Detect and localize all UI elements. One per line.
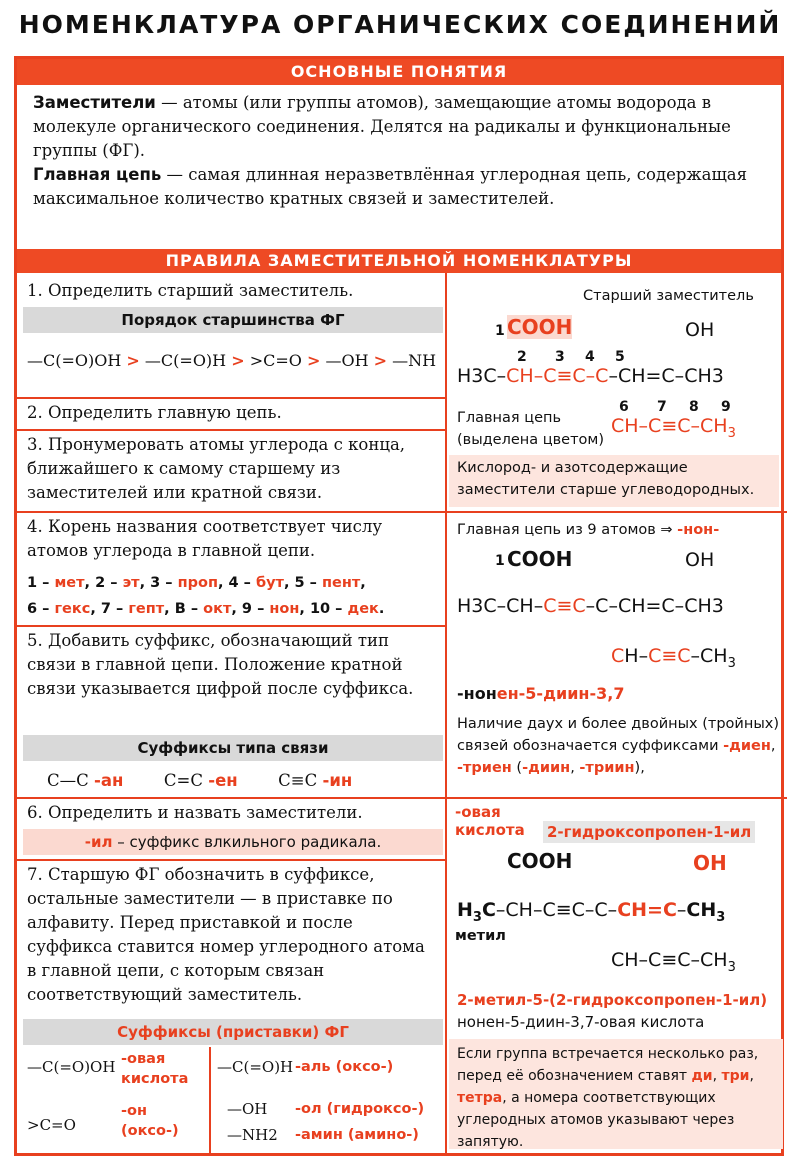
fg-acid-name: -овая кислота [121, 1051, 189, 1087]
divider [17, 429, 447, 431]
divider [17, 797, 787, 799]
atom-num: 7 [657, 399, 667, 415]
basics-text [33, 91, 773, 211]
fg-ketone-name: -он (оксо-) [121, 1103, 179, 1139]
term-main-chain: Главная цепь [33, 165, 162, 184]
fg-nh: —NH [392, 351, 437, 370]
def-substituents: — атомы (или группы атомов), замещающие атомы водорода в молекуле органического соединения. Делятся на радикалы и функциональные группы (ФГ). [33, 93, 731, 160]
atom-num: 6 [619, 399, 629, 415]
fg-alcohol-name: -ол (гидроксо-) [295, 1101, 425, 1117]
atom-num: 9 [721, 399, 731, 415]
divider [17, 859, 447, 861]
gt-1: > [126, 351, 140, 370]
substituent-name: 2-гидроксопропен-1-ил [543, 821, 755, 843]
acid-label: -овая кислота [455, 803, 525, 839]
structure-row-2: $CH-C\equiv C-CH_3$ [611, 949, 736, 975]
cooh-group: COOH [507, 547, 573, 571]
fg-row-amine: —NH2 [227, 1126, 278, 1144]
fg-order-box [23, 307, 443, 333]
basics-header: ОСНОВНЫЕ ПОНЯТИЯ [17, 59, 781, 85]
full-name: 2-метил-5-(2-гидроксопропен-1-ил) нонен-5-диин-3,7-овая кислота [457, 991, 768, 1031]
divider [17, 625, 447, 627]
fg-order-title: Порядок старшинства ФГ [121, 311, 345, 329]
fg-cooh: —C(=O)OH [27, 351, 122, 370]
oh-group: OH [685, 319, 715, 341]
atom-num: 1 [495, 553, 505, 569]
fg-row-ketone: >C=O [27, 1116, 76, 1134]
structure-row-1: H3C–CH–C≡C–C–CH=C–CH3 [457, 365, 724, 387]
fg-suffix-box: Суффиксы (приставки) ФГ [23, 1019, 443, 1045]
column-divider [445, 273, 447, 1153]
fg-oh: —OH [325, 351, 369, 370]
atom-num: 2 [517, 349, 527, 365]
gt-3: > [306, 351, 321, 370]
term-substituents: Заместители [33, 93, 156, 112]
gt-4: > [373, 351, 388, 370]
fg-cho: —C(=O)H [144, 351, 227, 370]
note-oxygen: Кислород- и азотсодержащие заместители старше углеводородных. [449, 455, 779, 507]
senior-label: Старший заместитель [583, 288, 754, 304]
def-main-chain: — самая длинная неразветвлённая углеродная цепь, содержащая максимальное количество кратных связей и заместителей. [33, 165, 748, 208]
rule-3: 3. Пронумеровать атомы углерода с конца, ближайшего к самому старшему из заместителей или кратной связи. [27, 435, 406, 502]
structure-row-1: $H_3C-CH-C\equiv C-C-CH=C-CH_3$ [457, 899, 726, 925]
fg-row-acid: —C(=O)OH [27, 1058, 116, 1076]
note-multiple-bonds: Наличие даух и более двойных (тройных) связей обозначается суффиксами -диен, -триен (-диин, -триин), [457, 716, 780, 776]
roots-line-1: 1 – мет, 2 – эт, 3 – проп, 4 – бут, 5 – пент, [27, 575, 366, 591]
divider [17, 397, 447, 399]
atom-num: 8 [689, 399, 699, 415]
page-title: НОМЕНКЛАТУРА ОРГАНИЧЕСКИХ СОЕДИНЕНИЙ [18, 10, 782, 39]
fg-amine-name: -амин (амино-) [295, 1127, 419, 1143]
divider [17, 511, 787, 513]
fg-row-alcohol: —OH [227, 1100, 268, 1118]
rules-header: ПРАВИЛА ЗАМЕСТИТЕЛЬНОЙ НОМЕНКЛАТУРЫ [17, 249, 781, 273]
yl-suffix-box: -ил – суффикс влкильного радикала. [23, 829, 443, 855]
structure-row-2: $CH-C\equiv C-CH_3$ [611, 645, 736, 671]
fg-co: >C=O [249, 351, 302, 370]
bond-suffix-box: Суффиксы типа связи [23, 735, 443, 761]
methyl-label: метил [455, 928, 506, 944]
fg-row-aldehyde: —C(=O)H [217, 1058, 294, 1076]
rule-1: 1. Определить старший заместитель. [27, 281, 354, 300]
note-repeat-groups: Если группа встречается несколько раз, перед её обозначением ставят ди, три, тетра, а номера соответствующих углеродных атомов указывают через запятую. [449, 1039, 783, 1149]
atom-num: 1 [495, 323, 505, 339]
bond-suffix-row: C—C -ан C=C -ен C≡C -ин [47, 771, 353, 790]
oh-group: OH [685, 549, 715, 571]
chain9-label: Главная цепь из 9 атомов ⇒ -нон- [457, 522, 720, 538]
rule-4: 4. Корень названия соответствует числу атомов углерода в главной цепи. [27, 517, 383, 560]
main-chain-label: Главная цепь (выделена цветом) [457, 410, 605, 448]
oh-group: OH [693, 851, 727, 875]
rule-5: 5. Добавить суффикс, обозначающий тип связи в главной цепи. Положение кратной связи указывается цифрой после суффикса. [27, 631, 414, 698]
main-frame [14, 56, 784, 1156]
roots-line-2: 6 – гекс, 7 – гепт, В – окт, 9 – нон, 10 – дек. [27, 601, 385, 617]
atom-num: 4 [585, 349, 595, 365]
atom-num: 3 [555, 349, 565, 365]
rule-7: 7. Старшую ФГ обозначить в суффиксе, остальные заместители — в приставке по алфавиту. Перед приставкой и после суффикса ставится номер углеродного атома в главной цепи, с которым связан соответствующий заместитель. [27, 865, 425, 1004]
structure-row-2: $CH-C\equiv C-CH_3$ [611, 415, 736, 441]
gt-2: > [231, 351, 245, 370]
rule-2: 2. Определить главную цепь. [27, 403, 282, 422]
atom-num: 5 [615, 349, 625, 365]
fg-order-row [27, 349, 442, 373]
cooh-group: COOH [507, 315, 573, 339]
structure-row-1: H3C–CH–C≡C–C–CH=C–CH3 [457, 595, 724, 617]
rule-6: 6. Определить и назвать заместители. [27, 803, 363, 822]
cooh-group: COOH [507, 849, 573, 873]
name-part: -нонен-5-диин-3,7 [457, 684, 625, 703]
fg-aldehyde-name: -аль (оксо-) [295, 1059, 394, 1075]
